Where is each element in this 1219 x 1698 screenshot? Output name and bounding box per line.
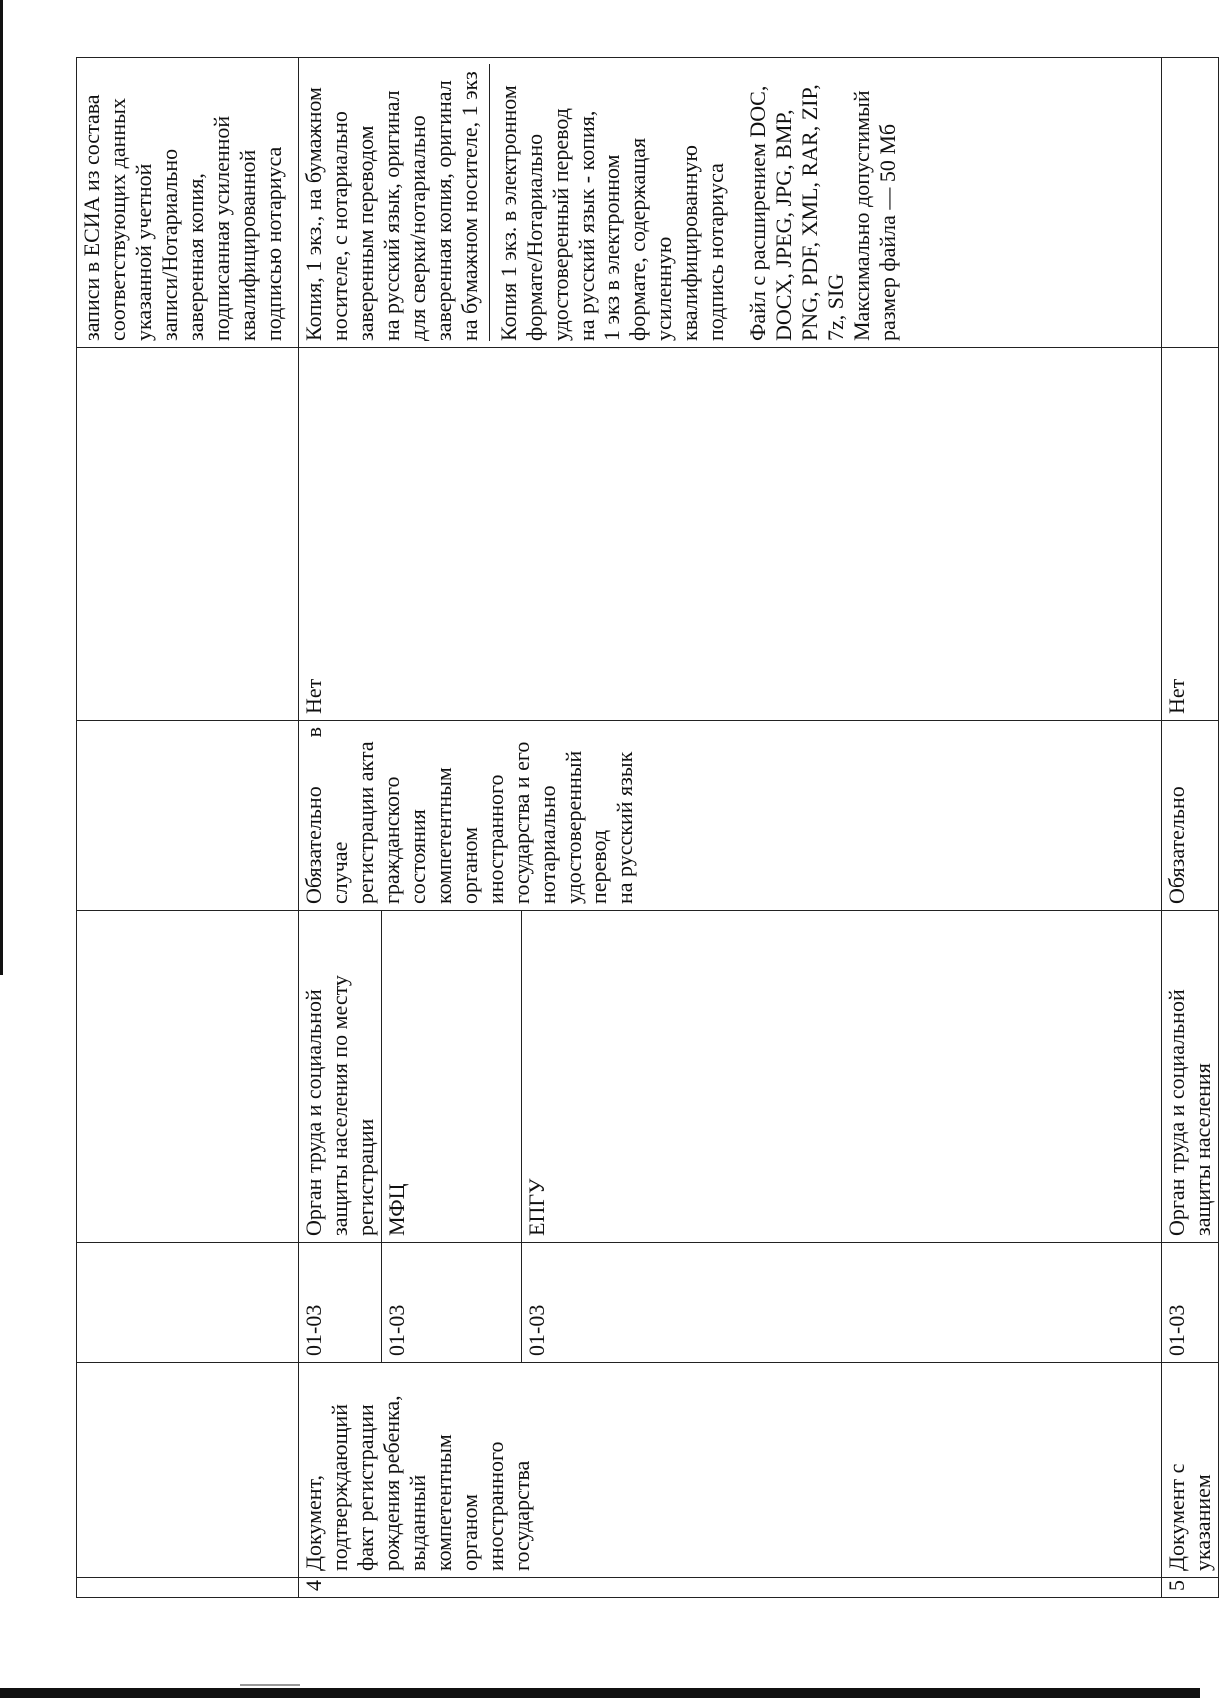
row-number: 4	[299, 1578, 1162, 1598]
divider	[489, 64, 490, 341]
cell-empty	[77, 1243, 299, 1363]
file-formats: Файл с расширением DOC, DOCX, JPEG, JPG, BMP, PNG, PDF, XML, RAR, ZIP, 7z, SIG	[745, 84, 849, 341]
document-name: Документ с указанием	[1161, 1363, 1218, 1578]
cell-empty	[77, 348, 299, 721]
form-electronic: Копия 1 экз. в электронном формате/Нотариально удостоверенный перевод на русский язык - копия, 1 экз в электронном формате, содержащая усиленную квалифицированную подпись нотариуса	[495, 85, 729, 341]
documents-table	[76, 57, 1219, 1598]
document-name: Документ, подтверждающий факт регистрации рождения ребенка, выданный компетентным органом иностранного государства	[299, 1363, 1162, 1578]
form-cell	[1161, 58, 1218, 348]
cell-form-continued	[77, 58, 299, 348]
flag-cell: Нет	[1161, 348, 1218, 721]
cell-empty	[77, 1363, 299, 1578]
requirement-cell: Обязательно	[1161, 721, 1218, 911]
channel-cell: ЕПГУ	[521, 911, 1161, 1243]
table-row	[1161, 58, 1218, 1598]
cell-empty	[77, 1578, 299, 1598]
code-cell: 01-03	[1161, 1243, 1218, 1363]
channel-cell: Орган труда и социальной защиты населения	[1161, 911, 1218, 1243]
cell-empty	[77, 721, 299, 911]
form-continued-text: записи в ЕСИА из состава соответствующих данных указанной учетной записи/Нотариально заверенная копия, подписанная усиленной квалифицированной подписью нотариуса	[79, 94, 286, 341]
flag-cell: Нет	[299, 348, 1162, 721]
code-cell: 01-03	[381, 1243, 521, 1363]
code-cell: 01-03	[299, 1243, 382, 1363]
code-cell: 01-03	[521, 1243, 1161, 1363]
form-cell	[299, 58, 1162, 348]
table-row	[299, 58, 382, 1598]
form-paper: Копия, 1 экз., на бумажном носителе, с нотариально заверенным переводом на русский язык, оригинал для сверки/нотариально заверенная копия, оригинал на бумажном носителе, 1 экз	[301, 71, 482, 341]
max-file-size: Максимально допустимый размер файла — 50 Мб	[849, 90, 901, 341]
channel-cell: МФЦ	[381, 911, 521, 1243]
requirement-cell: Обязательно в случае регистрации акта гражданского состояния компетентным органом иностранного государства и его нотариально удостоверенный перевод на русский язык	[299, 721, 1162, 911]
cell-empty	[77, 911, 299, 1243]
table-row	[77, 58, 299, 1598]
row-number: 5	[1161, 1578, 1218, 1598]
channel-cell: Орган труда и социальной защиты населения по месту регистрации	[299, 911, 382, 1243]
